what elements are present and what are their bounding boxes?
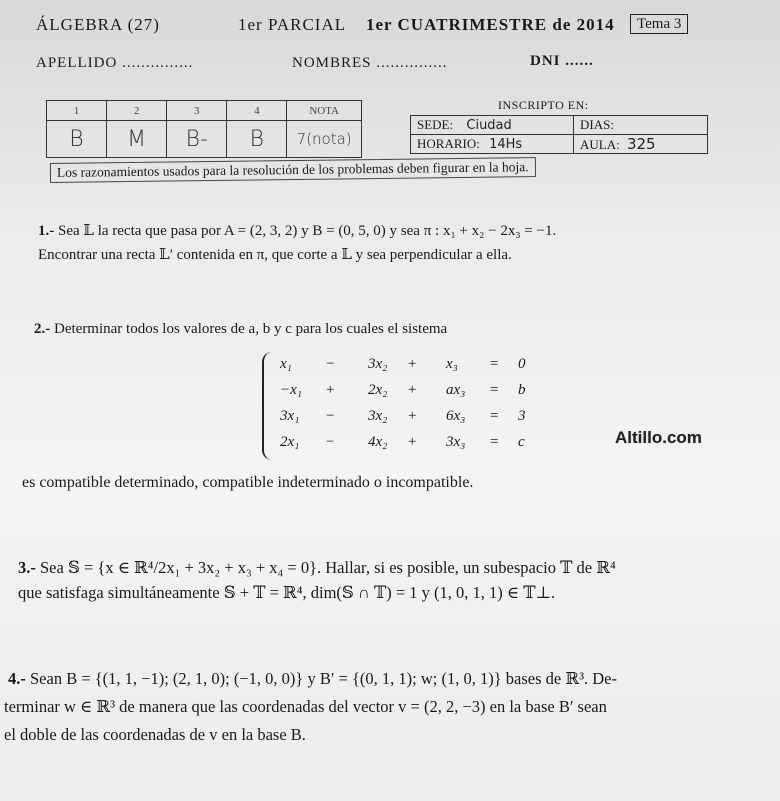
aula-label: AULA: bbox=[580, 137, 620, 152]
notice-box: Los razonamientos usados para la resolución de los problemas deben figurar en la hoja. bbox=[50, 157, 536, 183]
system-term: 3x₃ bbox=[446, 434, 466, 450]
grade-value-4: B bbox=[227, 121, 287, 158]
course-title: ÁLGEBRA (27) bbox=[36, 15, 160, 34]
system-term: = bbox=[490, 434, 499, 450]
sede-label: SEDE: bbox=[417, 117, 454, 132]
system-term: 6x₃ bbox=[446, 408, 466, 424]
grade-header-4: 4 bbox=[227, 101, 287, 121]
problem-4-line-1 bbox=[8, 666, 617, 691]
system-term: + bbox=[408, 356, 417, 372]
problem-3-number: 3.- bbox=[18, 558, 36, 577]
problem-2-line-2: es compatible determinado, compatible indeterminado o incompatible. bbox=[22, 474, 474, 491]
inscripto-title: INSCRIPTO EN: bbox=[498, 98, 589, 112]
problem-1-number: 1.- bbox=[38, 223, 55, 239]
system-term: 2x₁ bbox=[280, 434, 300, 450]
problem-2-line-1 bbox=[34, 318, 447, 340]
system-term: 3x₁ bbox=[280, 408, 300, 424]
system-brace bbox=[262, 352, 272, 460]
exam-title: 1er PARCIAL bbox=[238, 15, 347, 34]
system-term: x₁ bbox=[280, 356, 292, 372]
system-term: = bbox=[490, 356, 499, 372]
system-term: ax₃ bbox=[446, 382, 466, 398]
grades-table bbox=[46, 100, 362, 158]
inscripto-table bbox=[410, 115, 708, 154]
system-term: + bbox=[408, 382, 417, 398]
problem-2-number: 2.- bbox=[34, 321, 51, 337]
problem-3-text: Sea 𝕊 = {x ∈ ℝ⁴/2x₁ + 3x₂ + x₃ + x₄ = 0}. Hallar, si es posible, un subespacio 𝕋 de ℝ⁴ bbox=[40, 558, 616, 577]
problem-4-number: 4.- bbox=[8, 669, 26, 688]
grade-value-3: B- bbox=[167, 121, 227, 158]
problem-4-line-2: terminar w ∈ ℝ³ de manera que las coordenadas del vector v = (2, 2, −3) en la base B′ sean bbox=[4, 697, 607, 716]
system-term: − bbox=[326, 408, 335, 424]
grade-value-1: B bbox=[47, 121, 107, 158]
system-term: 3 bbox=[518, 408, 526, 424]
grades-header-row bbox=[47, 101, 362, 121]
system-term: 0 bbox=[518, 356, 526, 372]
system-term: 3x₂ bbox=[368, 356, 388, 372]
dias-label: DIAS: bbox=[580, 117, 614, 132]
problem-4-text: Sean B = {(1, 1, −1); (2, 1, 0); (−1, 0, 0)} y B′ = {(0, 1, 1); w; (1, 0, 1)} bases de ℝ³. De- bbox=[30, 669, 617, 688]
problem-1-text: Sea 𝕃 la recta que pasa por A = (2, 3, 2) y B = (0, 5, 0) y sea π : x₁ + x₂ − 2x₃ = −1. bbox=[58, 223, 557, 239]
dni-field: DNI ...... bbox=[530, 53, 594, 69]
aula-value: 325 bbox=[626, 135, 656, 153]
horario-label: HORARIO: bbox=[417, 136, 480, 151]
horario-value: 14Hs bbox=[489, 137, 523, 152]
tema-box: Tema 3 bbox=[630, 14, 688, 34]
term-title: 1er CUATRIMESTRE de 2014 bbox=[366, 15, 615, 34]
system-term: + bbox=[408, 434, 417, 450]
problem-4-line-3: el doble de las coordenadas de v en la base B. bbox=[4, 725, 306, 744]
system-term: c bbox=[518, 434, 525, 450]
system-term: b bbox=[518, 382, 526, 398]
system-term: x₃ bbox=[446, 356, 458, 372]
system-term: 4x₂ bbox=[368, 434, 388, 450]
system-term: 2x₂ bbox=[368, 382, 388, 398]
nombres-field: NOMBRES ............... bbox=[292, 55, 448, 71]
system-term: = bbox=[490, 382, 499, 398]
grade-value-nota: 7(nota) bbox=[287, 121, 362, 158]
problem-2-text: Determinar todos los valores de a, b y c para los cuales el sistema bbox=[54, 321, 448, 337]
grade-value-2: M bbox=[107, 121, 167, 158]
problem-1-line-2: Encontrar una recta 𝕃′ contenida en π, que corte a 𝕃 y sea perpendicular a ella. bbox=[38, 247, 512, 263]
sede-value: Ciudad bbox=[466, 118, 512, 133]
problem-3-line-2: que satisfaga simultáneamente 𝕊 + 𝕋 = ℝ⁴, dim(𝕊 ∩ 𝕋) = 1 y (1, 0, 1, 1) ∈ 𝕋⊥. bbox=[18, 583, 556, 602]
grade-header-1: 1 bbox=[47, 101, 107, 121]
system-term: − bbox=[326, 356, 335, 372]
system-term: −x₁ bbox=[280, 382, 302, 398]
system-term: 3x₂ bbox=[368, 408, 388, 424]
grade-header-3: 3 bbox=[167, 101, 227, 121]
system-term: − bbox=[326, 434, 335, 450]
system-term: = bbox=[490, 408, 499, 424]
grades-value-row bbox=[47, 121, 362, 158]
watermark: Altillo.com bbox=[615, 428, 702, 447]
apellido-field: APELLIDO ............... bbox=[36, 55, 194, 71]
grade-header-2: 2 bbox=[107, 101, 167, 121]
system-term: + bbox=[408, 408, 417, 424]
grade-header-nota: NOTA bbox=[287, 101, 362, 121]
problem-3-line-1 bbox=[18, 555, 616, 580]
system-term: + bbox=[326, 382, 335, 398]
problem-1-line-1 bbox=[38, 220, 556, 242]
